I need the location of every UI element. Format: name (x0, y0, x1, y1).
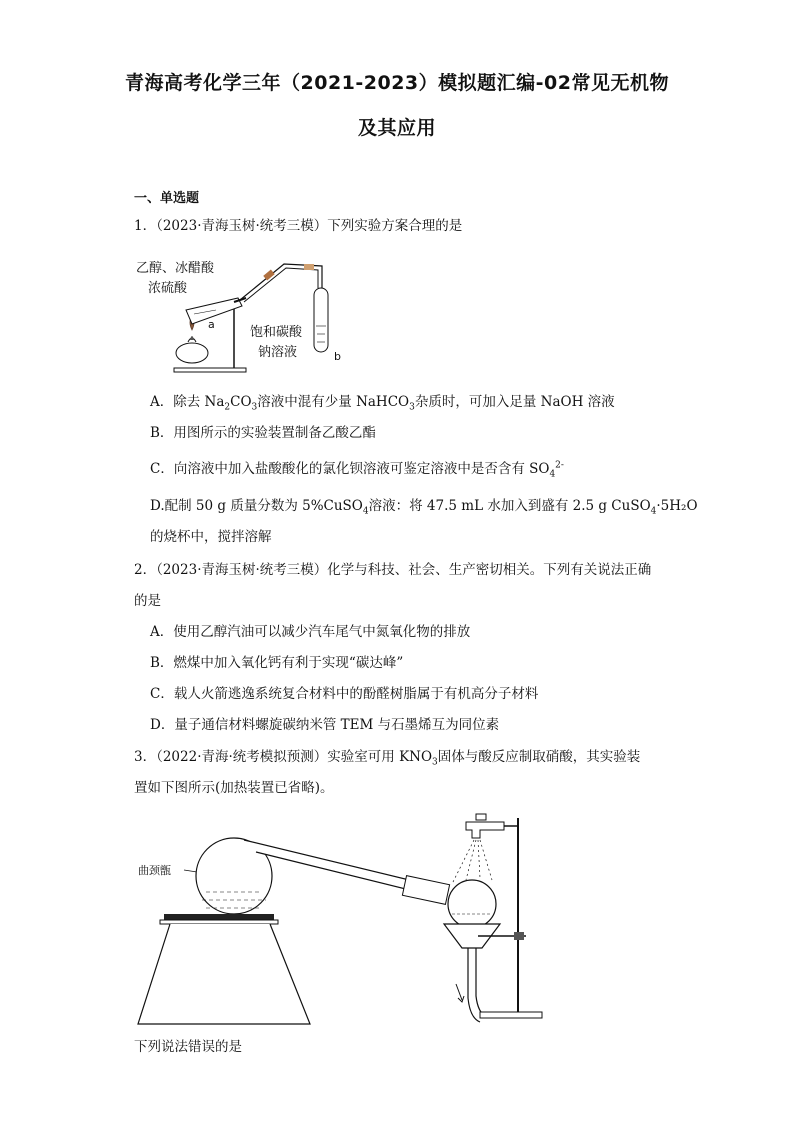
q2-option-a: A．使用乙醇汽油可以减少汽车尾气中氮氧化物的排放 (150, 624, 471, 640)
q3-stem-line1: 3．（2022·青海·统考模拟预测）实验室可用 $KNO_3$固体与酸反应制取硝酸，其实验装 (134, 749, 641, 768)
q3-stem-line2: 置如下图所示(加热装置已省略)。 (134, 780, 334, 796)
q1-figure-label-a: a (208, 318, 215, 331)
document-title-line1: 青海高考化学三年（2021-2023）模拟题汇编-02常见无机物 (125, 72, 669, 94)
q1-esterification-apparatus-figure (134, 240, 364, 380)
q3-figure-label-retort: 曲颈甑 (138, 864, 171, 877)
q2-option-d: D．量子通信材料螺旋碳纳米管 TEM 与石墨烯互为同位素 (150, 717, 500, 733)
q1-figure-label-solution1: 饱和碳酸 (250, 325, 303, 340)
q1-option-d-line2: 的烧杯中，搅拌溶解 (150, 529, 272, 545)
document-title-line2: 及其应用 (357, 117, 436, 139)
q3-tail-text: 下列说法错误的是 (134, 1039, 242, 1055)
q1-option-b: B．用图所示的实验装置制备乙酸乙酯 (150, 425, 376, 441)
q1-figure-label-solution2: 钠溶液 (258, 345, 298, 360)
q2-option-c: C．载人火箭逃逸系统复合材料中的酚醛树脂属于有机高分子材料 (150, 686, 539, 702)
q1-figure-label-acid: 浓硫酸 (148, 281, 188, 296)
q1-stem: 1．（2023·青海玉树·统考三模）下列实验方案合理的是 (134, 218, 463, 234)
q1-option-c: C．向溶液中加入盐酸酸化的氯化钡溶液可鉴定溶液中是否含有 $SO_4^{2-}$ (150, 460, 564, 480)
q1-option-d-line1: D.配制 50 g 质量分数为 5%CuSO$_4$溶液：将 47.5 mL 水加入到盛有 2.5 g CuSO$_4$·5H₂O (150, 498, 698, 517)
q3-nitric-acid-apparatus-figure (134, 808, 554, 1030)
q2-stem-line2: 的是 (134, 593, 161, 609)
q1-figure-label-reagents: 乙醇、冰醋酸 (136, 261, 215, 276)
q1-option-a: A．除去 $Na_2CO_3$溶液中混有少量 NaHCO$_3$杂质时，可加入足量 NaOH 溶液 (150, 394, 615, 413)
q2-option-b: B．燃煤中加入氧化钙有利于实现“碳达峰” (150, 655, 404, 671)
section-heading: 一、单选题 (134, 191, 200, 206)
q1-figure-label-b: b (334, 350, 341, 363)
q2-stem-line1: 2．（2023·青海玉树·统考三模）化学与科技、社会、生产密切相关。下列有关说法正确 (134, 562, 652, 578)
